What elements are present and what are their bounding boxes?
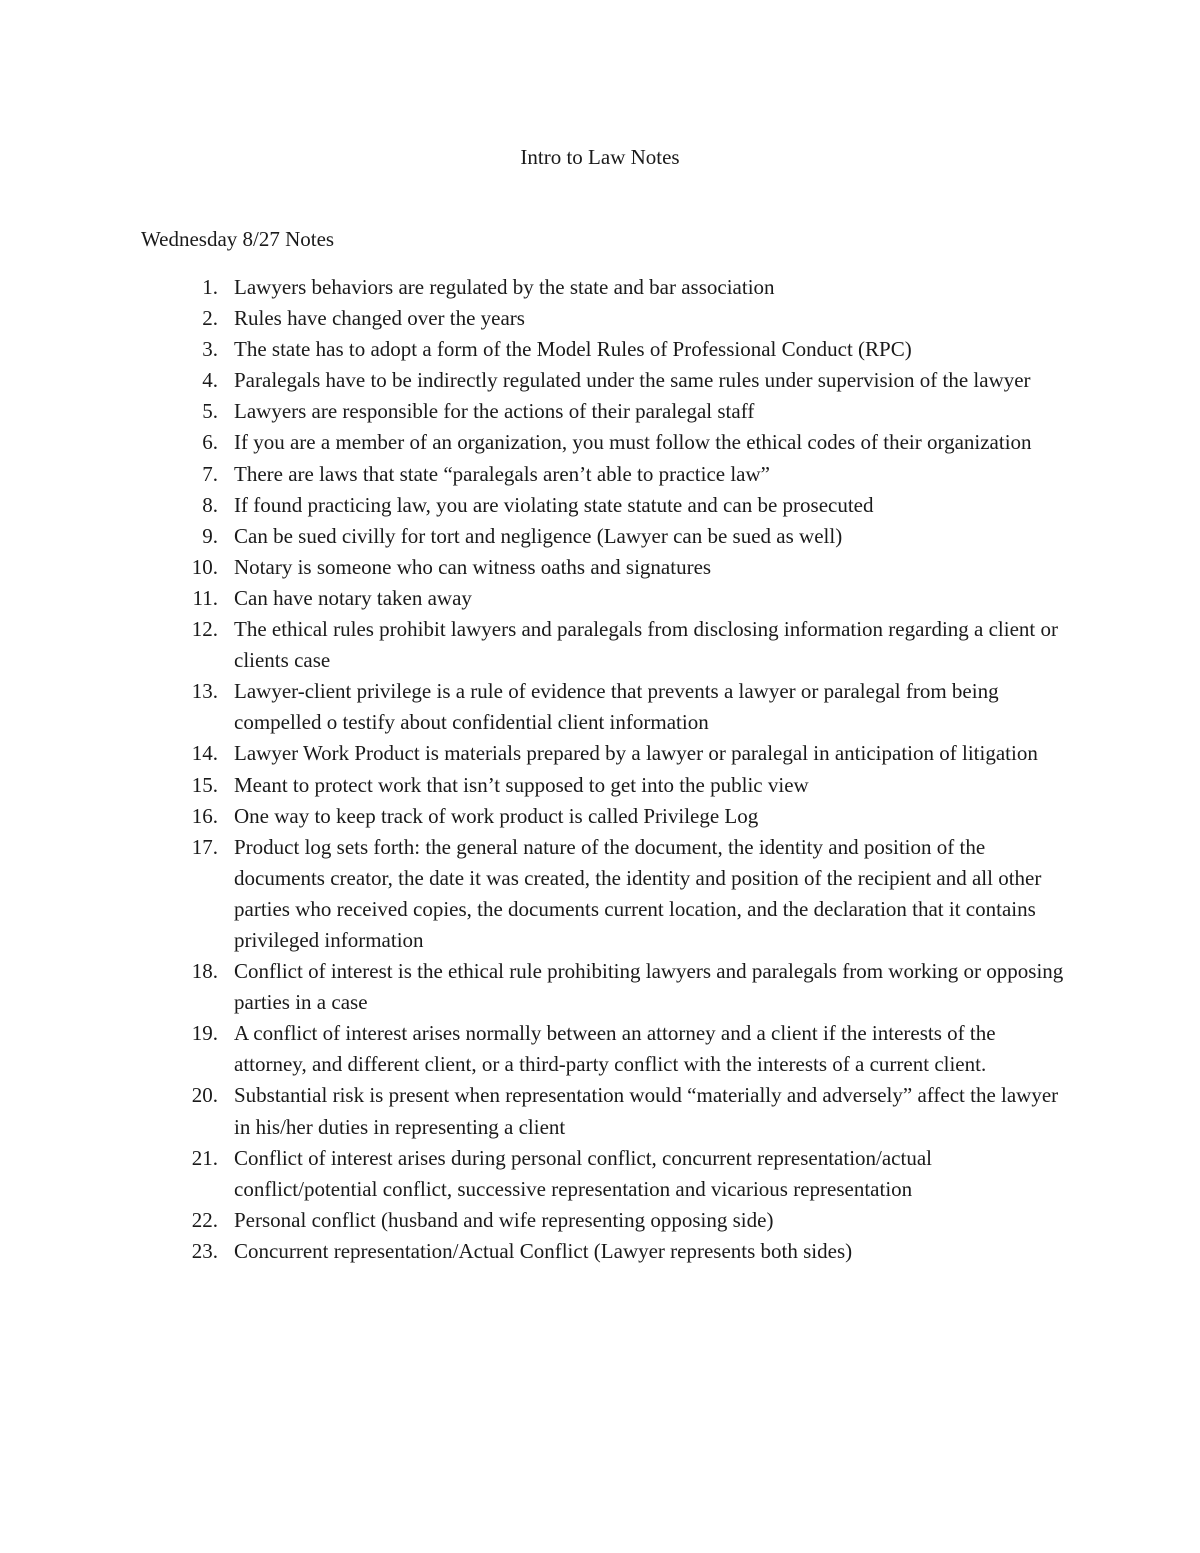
list-item [0,832,1064,956]
list-text: Lawyers behaviors are regulated by the state and bar association [234,275,775,299]
list-item [0,738,1064,769]
list-text: Concurrent representation/Actual Conflict (Lawyer represents both sides) [234,1238,853,1263]
list-number: 5. [202,399,218,424]
list-number: 6. [202,430,218,455]
list-text: Conflict of interest arises during personal conflict, concurrent representation/actual conflict/potential conflict, successive representation and vicarious representation [234,1145,932,1201]
list-text: If you are a member of an organization, you must follow the ethical codes of their organization [234,430,1032,455]
list-text: There are laws that state “paralegals aren’t able to practice law” [234,461,770,486]
list-number: 12. [191,617,218,642]
list-item [0,1080,1064,1142]
section-heading: Wednesday 8/27 Notes [141,227,335,251]
list-text: Lawyer-client privilege is a rule of evidence that prevents a lawyer or paralegal from being compelled o testify about confidential client information [234,679,999,735]
list-text: Can be sued civilly for tort and negligence (Lawyer can be sued as well) [234,523,843,548]
list-number: 11. [192,585,218,610]
list-number: 19. [191,1021,218,1046]
list-text: Rules have changed over the years [234,306,525,331]
list-text: A conflict of interest arises normally between an attorney and a client if the interests of the attorney, and different client, or a third-party conflict with the interests of a current client. [234,1021,996,1077]
list-text: Paralegals have to be indirectly regulated under the same rules under supervision of the lawyer [234,368,1031,393]
list-item [0,303,1064,334]
list-item [0,490,1064,521]
list-text: Conflict of interest is the ethical rule prohibiting lawyers and paralegals from working or opposing parties in a case [234,959,1064,1015]
list-number: 18. [191,959,218,984]
list-number: 22. [191,1207,218,1232]
list-number: 10. [191,554,218,579]
list-item [0,956,1064,1018]
list-item [0,1205,1064,1236]
list-item [0,396,1064,427]
list-number: 1. [202,275,218,299]
list-text: Lawyers are responsible for the actions of their paralegal staff [234,399,755,424]
list-item [0,614,1064,676]
list-text: Personal conflict (husband and wife representing opposing side) [234,1207,774,1232]
list-item [0,552,1064,583]
list-item [0,676,1064,738]
list-item [0,365,1064,396]
list-number: 23. [191,1238,218,1263]
list-text: Notary is someone who can witness oaths and signatures [234,554,712,579]
list-item [0,1018,1064,1080]
list-number: 3. [202,337,218,362]
list-text: Lawyer Work Product is materials prepared by a lawyer or paralegal in anticipation of litigation [234,741,1038,766]
list-number: 17. [191,834,218,859]
list-text: Product log sets forth: the general nature of the document, the identity and position of the documents creator, the date it was created, the identity and position of the recipient and all other parties who received copies, the documents current location, and the declaration that it contains privileged information [234,834,1042,952]
list-text: Can have notary taken away [234,585,472,610]
list-item [0,272,1064,303]
list-number: 7. [202,461,218,486]
list-number: 4. [202,368,218,393]
list-text: Meant to protect work that isn’t supposed to get into the public view [234,772,809,797]
list-item [0,801,1064,832]
list-item [0,427,1064,458]
list-item [0,770,1064,801]
list-text: One way to keep track of work product is called Privilege Log [234,803,759,828]
list-number: 21. [191,1145,218,1170]
list-number: 14. [191,741,218,766]
list-text: If found practicing law, you are violating state statute and can be prosecuted [234,492,874,517]
list-number: 16. [191,803,218,828]
list-number: 15. [191,772,218,797]
list-number: 13. [191,679,218,704]
list-item [0,459,1064,490]
list-number: 9. [202,523,218,548]
list-item [0,334,1064,365]
list-item [0,521,1064,552]
list-number: 20. [191,1083,218,1108]
list-item [0,1143,1064,1205]
list-text: Substantial risk is present when representation would “materially and adversely” affect the lawyer in his/her duties in representing a client [234,1083,1059,1139]
list-item [0,1236,1064,1267]
list-item [0,583,1064,614]
notes-list [0,272,1200,1267]
document-title: Intro to Law Notes [520,145,680,169]
list-text: The state has to adopt a form of the Model Rules of Professional Conduct (RPC) [234,337,912,362]
list-number: 8. [202,492,218,517]
list-text: The ethical rules prohibit lawyers and paralegals from disclosing information regarding a client or clients case [234,617,1058,673]
list-number: 2. [202,306,218,331]
